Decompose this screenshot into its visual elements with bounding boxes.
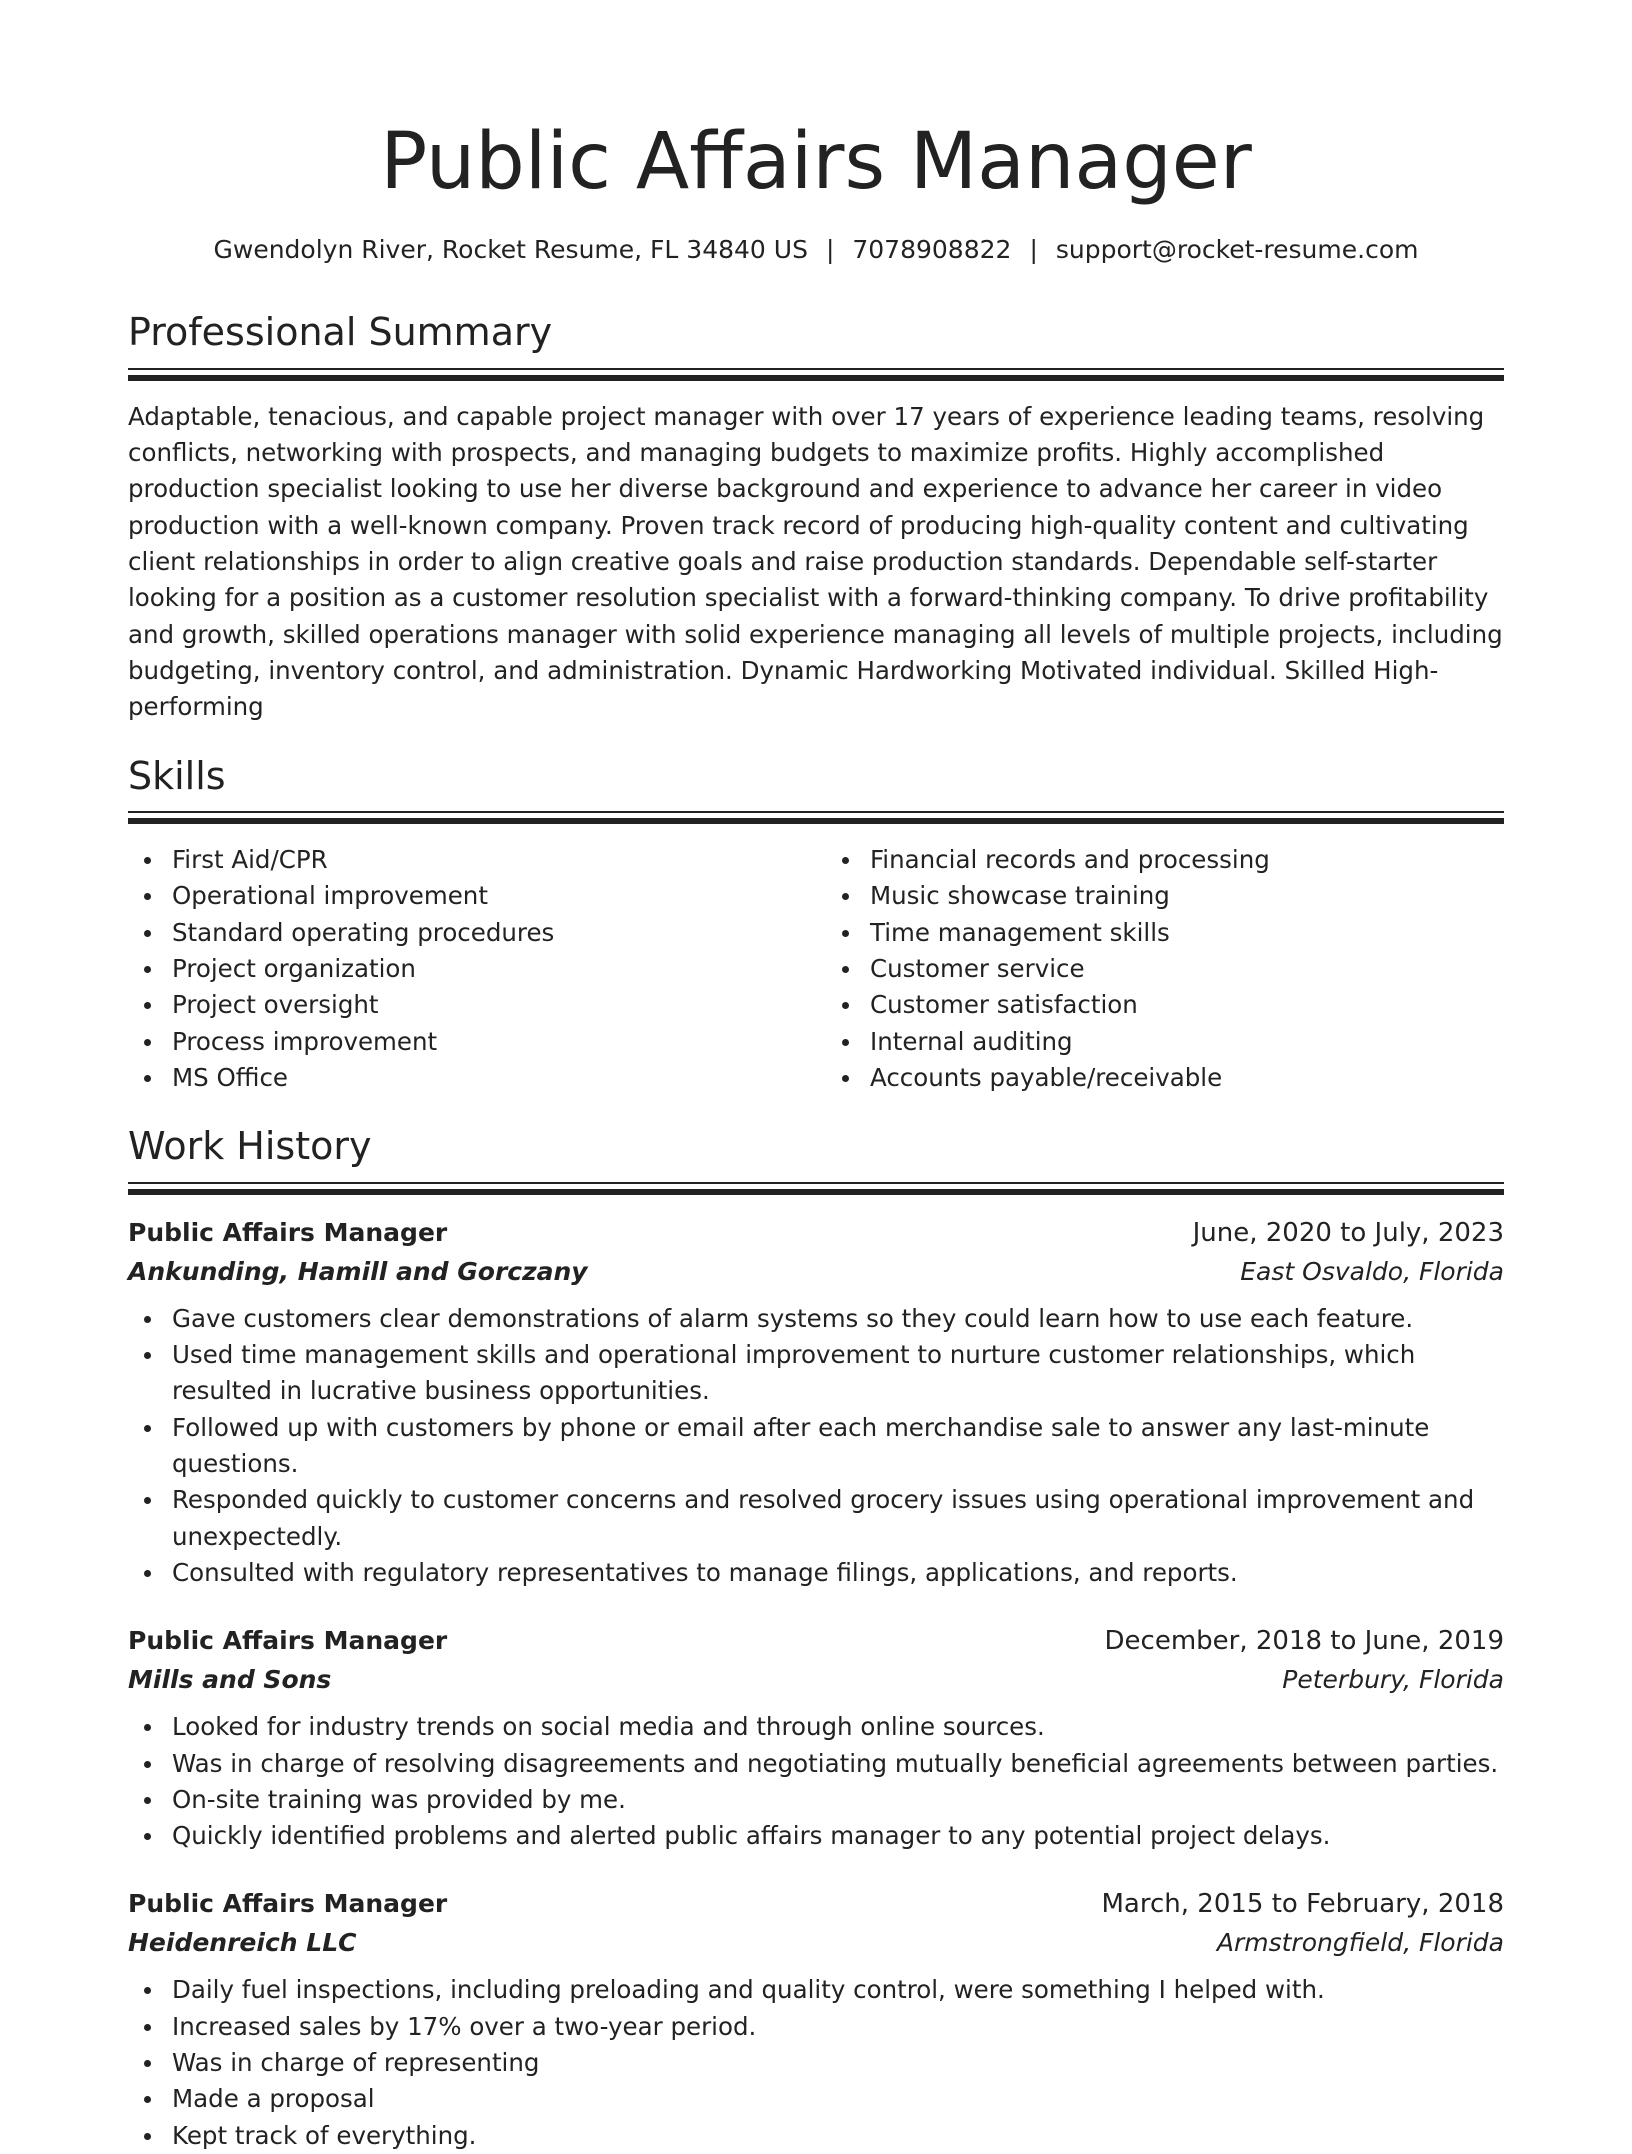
job-bullets [128, 1972, 1504, 2153]
job-bullet: Followed up with customers by phone or email after each merchandise sale to answer any last-minute questions. [128, 1410, 1504, 1483]
job-bullet: Kept track of everything. [128, 2118, 1504, 2154]
job-dates: March, 2015 to February, 2018 [1101, 1889, 1504, 1920]
job-bullet: Was in charge of resolving disagreements and negotiating mutually beneficial agreements between parties. [128, 1746, 1504, 1782]
job-bullet: Used time management skills and operational improvement to nurture customer relationships, which resulted in lucrative business opportunities. [128, 1337, 1504, 1410]
job-bullet: Made a proposal [128, 2081, 1504, 2117]
skill-item: Operational improvement [128, 878, 806, 914]
skill-item: Process improvement [128, 1024, 806, 1060]
section-heading-summary: Professional Summary [128, 310, 553, 355]
job-company: Heidenreich LLC [128, 1928, 357, 1958]
contact-email: support@rocket-resume.com [1055, 234, 1419, 264]
contact-address: Gwendolyn River, Rocket Resume, FL 34840 US [213, 234, 808, 264]
summary-section [128, 310, 1504, 725]
section-divider [128, 368, 1504, 381]
skill-item: Accounts payable/receivable [826, 1060, 1504, 1096]
work-history-section [128, 1124, 1504, 2154]
summary-text: Adaptable, tenacious, and capable project manager with over 17 years of experience leading teams, resolving conflicts, networking with prospects, and managing budgets to maximize profits. Highly accomplished production specialist looking to use her diverse background and experience to advance her career in video production with a well-known company. Proven track record of producing high-quality content and cultivating client relationships in order to align creative goals and raise production standards. Dependable self-starter looking for a position as a customer resolution specialist with a forward-thinking company. To drive profitability and growth, skilled operations manager with solid experience managing all levels of multiple projects, including budgeting, inventory control, and administration. Dynamic Hardworking Motivated individual. Skilled High-performing [128, 401, 1503, 722]
skill-item: Financial records and processing [826, 842, 1504, 878]
job-title: Public Affairs Manager [128, 1217, 448, 1247]
skill-item: Music showcase training [826, 878, 1504, 914]
job-bullets [128, 1709, 1504, 1854]
skills-list-right [826, 842, 1504, 1096]
skills-section [128, 754, 1504, 1097]
job-bullet: Increased sales by 17% over a two-year period. [128, 2009, 1504, 2045]
skills-grid [128, 842, 1504, 1096]
job-bullet: Looked for industry trends on social media and through online sources. [128, 1709, 1504, 1745]
skill-item: MS Office [128, 1060, 806, 1096]
job-title: Public Affairs Manager [128, 1889, 448, 1919]
section-divider [128, 811, 1504, 824]
skill-item: Standard operating procedures [128, 915, 806, 951]
job-entry [128, 1884, 1504, 2153]
job-entry [128, 1213, 1504, 1591]
job-location: Armstrongfield, Florida [1216, 1928, 1504, 1958]
skill-item: First Aid/CPR [128, 842, 806, 878]
job-bullet: Quickly identified problems and alerted public affairs manager to any potential project delays. [128, 1818, 1504, 1854]
skill-item: Internal auditing [826, 1024, 1504, 1060]
job-entry [128, 1621, 1504, 1854]
job-location: Peterbury, Florida [1282, 1665, 1504, 1695]
job-bullet: Gave customers clear demonstrations of alarm systems so they could learn how to use each feature. [128, 1301, 1504, 1337]
job-company: Mills and Sons [128, 1665, 332, 1695]
job-dates: December, 2018 to June, 2019 [1104, 1626, 1504, 1657]
job-title: Public Affairs Manager [128, 1626, 448, 1656]
job-bullet: On-site training was provided by me. [128, 1782, 1504, 1818]
job-bullet: Consulted with regulatory representatives to manage filings, applications, and reports. [128, 1555, 1504, 1591]
section-heading-skills: Skills [128, 753, 226, 798]
contact-phone: 7078908822 [852, 234, 1012, 264]
skill-item: Customer satisfaction [826, 987, 1504, 1023]
section-heading-work-history: Work History [128, 1124, 372, 1169]
skill-item: Project organization [128, 951, 806, 987]
skill-item: Project oversight [128, 987, 806, 1023]
skill-item: Time management skills [826, 915, 1504, 951]
job-bullet: Daily fuel inspections, including preloading and quality control, were something I helped with. [128, 1972, 1504, 2008]
skills-list-left [128, 842, 806, 1096]
job-location: East Osvaldo, Florida [1240, 1256, 1504, 1286]
job-bullet: Was in charge of representing [128, 2045, 1504, 2081]
job-bullets [128, 1301, 1504, 1591]
job-company: Ankunding, Hamill and Gorczany [128, 1256, 588, 1286]
page-title: Public Affairs Manager [380, 117, 1252, 207]
contact-separator: | [825, 234, 835, 264]
job-bullet: Responded quickly to customer concerns and resolved grocery issues using operational improvement and unexpectedly. [128, 1482, 1504, 1555]
job-dates: June, 2020 to July, 2023 [1192, 1217, 1504, 1248]
skill-item: Customer service [826, 951, 1504, 987]
section-divider [128, 1182, 1504, 1195]
contact-separator: | [1029, 234, 1038, 264]
contact-line [128, 234, 1504, 267]
